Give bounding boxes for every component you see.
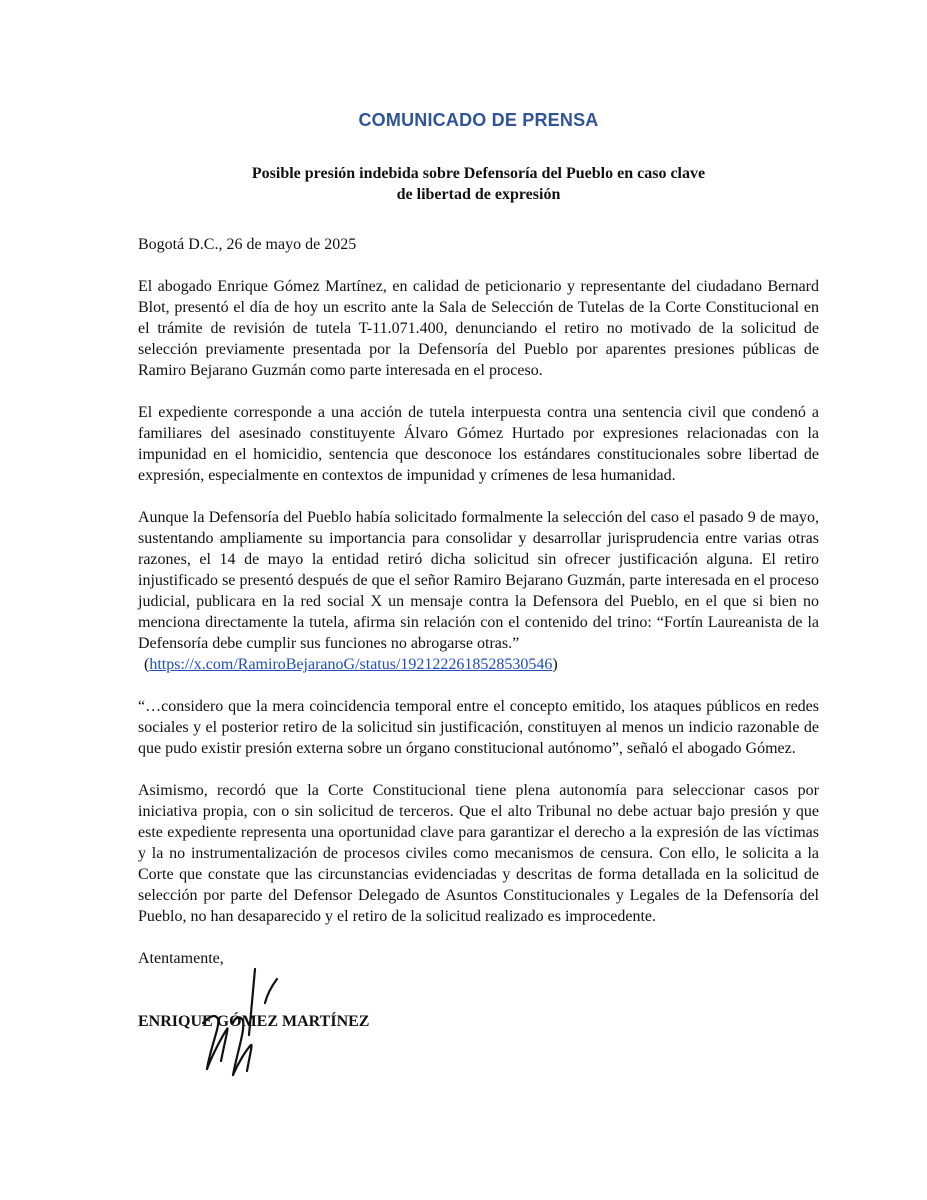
link-open-paren: ( — [144, 656, 150, 673]
tweet-link-line — [144, 654, 819, 675]
paragraph-1: El abogado Enrique Gómez Martínez, en calidad de peticionario y representante del ciudadano Bernard Blot, presentó el día de hoy un escrito ante la Sala de Selección de Tutelas de la Corte Constitucional en el trámite de revisión de tutela T-11.071.400, denunciando el retiro no motivado de la solicitud de selección previamente presentada por la Defensoría del Pueblo por aparentes presiones públicas de Ramiro Bejarano Guzmán como parte interesada en el proceso. — [138, 278, 819, 379]
signer-name: ENRIQUE GÓMEZ MARTÍNEZ — [138, 1013, 370, 1030]
tweet-link[interactable]: https://x.com/RamiroBejaranoG/status/1921222618528530546 — [149, 656, 553, 673]
paragraph-4: “…considero que la mera coincidencia temporal entre el concepto emitido, los ataques públicos en redes sociales y el posterior retiro de la solicitud sin justificación, constituyen al menos un indicio razonable de que pudo existir presión externa sobre un órgano constitucional autónomo”, señaló el abogado Gómez. — [138, 698, 819, 757]
subtitle-line-1: Posible presión indebida sobre Defensoría del Pueblo en caso clave — [251, 165, 706, 182]
page-heading: COMUNICADO DE PRENSA — [358, 110, 599, 130]
link-close-paren: ) — [552, 656, 558, 673]
subtitle-line-2: de libertad de expresión — [396, 186, 561, 203]
subtitle — [138, 163, 819, 205]
paragraph-5: Asimismo, recordó que la Corte Constitucional tiene plena autonomía para seleccionar casos por iniciativa propia, con o sin solicitud de terceros. Que el alto Tribunal no debe actuar bajo presión y que este expediente representa una oportunidad clave para garantizar el derecho a la expresión de las víctimas y la no instrumentalización de procesos civiles como mecanismos de censura. Con ello, le solicita a la Corte que constate que las circunstancias evidenciadas y descritas de forma detallada en la solicitud de selección por parte del Defensor Delegado de Asuntos Constitucionales y Legales de la Defensoría del Pueblo, no han desaparecido y el retiro de la solicitud realizado es improcedente. — [138, 782, 819, 925]
paragraph-2: El expediente corresponde a una acción de tutela interpuesta contra una sentencia civil que condenó a familiares del asesinado constituyente Álvaro Gómez Hurtado por expresiones relacionadas con la impunidad en el homicidio, sentencia que desconoce los estándares constitucionales sobre libertad de expresión, especialmente en contextos de impunidad y crímenes de lesa humanidad. — [138, 404, 819, 484]
signature-icon — [185, 965, 305, 1085]
closing-line: Atentamente, — [138, 950, 224, 967]
paragraph-3-text: Aunque la Defensoría del Pueblo había solicitado formalmente la selección del caso el pasado 9 de mayo, sustentando ampliamente su importancia para consolidar y desarrollar jurisprudencia entre varias otras razones, el 14 de mayo la entidad retiró dicha solicitud sin ofrecer justificación alguna. El retiro injustificado se presentó después de que el señor Ramiro Bejarano Guzmán, parte interesada en el proceso judicial, publicara en la red social X un mensaje contra la Defensora del Pueblo, en el que si bien no menciona directamente la tutela, afirma sin relación con el contenido del trino: “Fortín Laureanista de la Defensoría debe cumplir sus funciones no abrogarse otras.” — [138, 509, 819, 652]
paragraph-3 — [138, 507, 819, 675]
date-line: Bogotá D.C., 26 de mayo de 2025 — [138, 236, 357, 253]
